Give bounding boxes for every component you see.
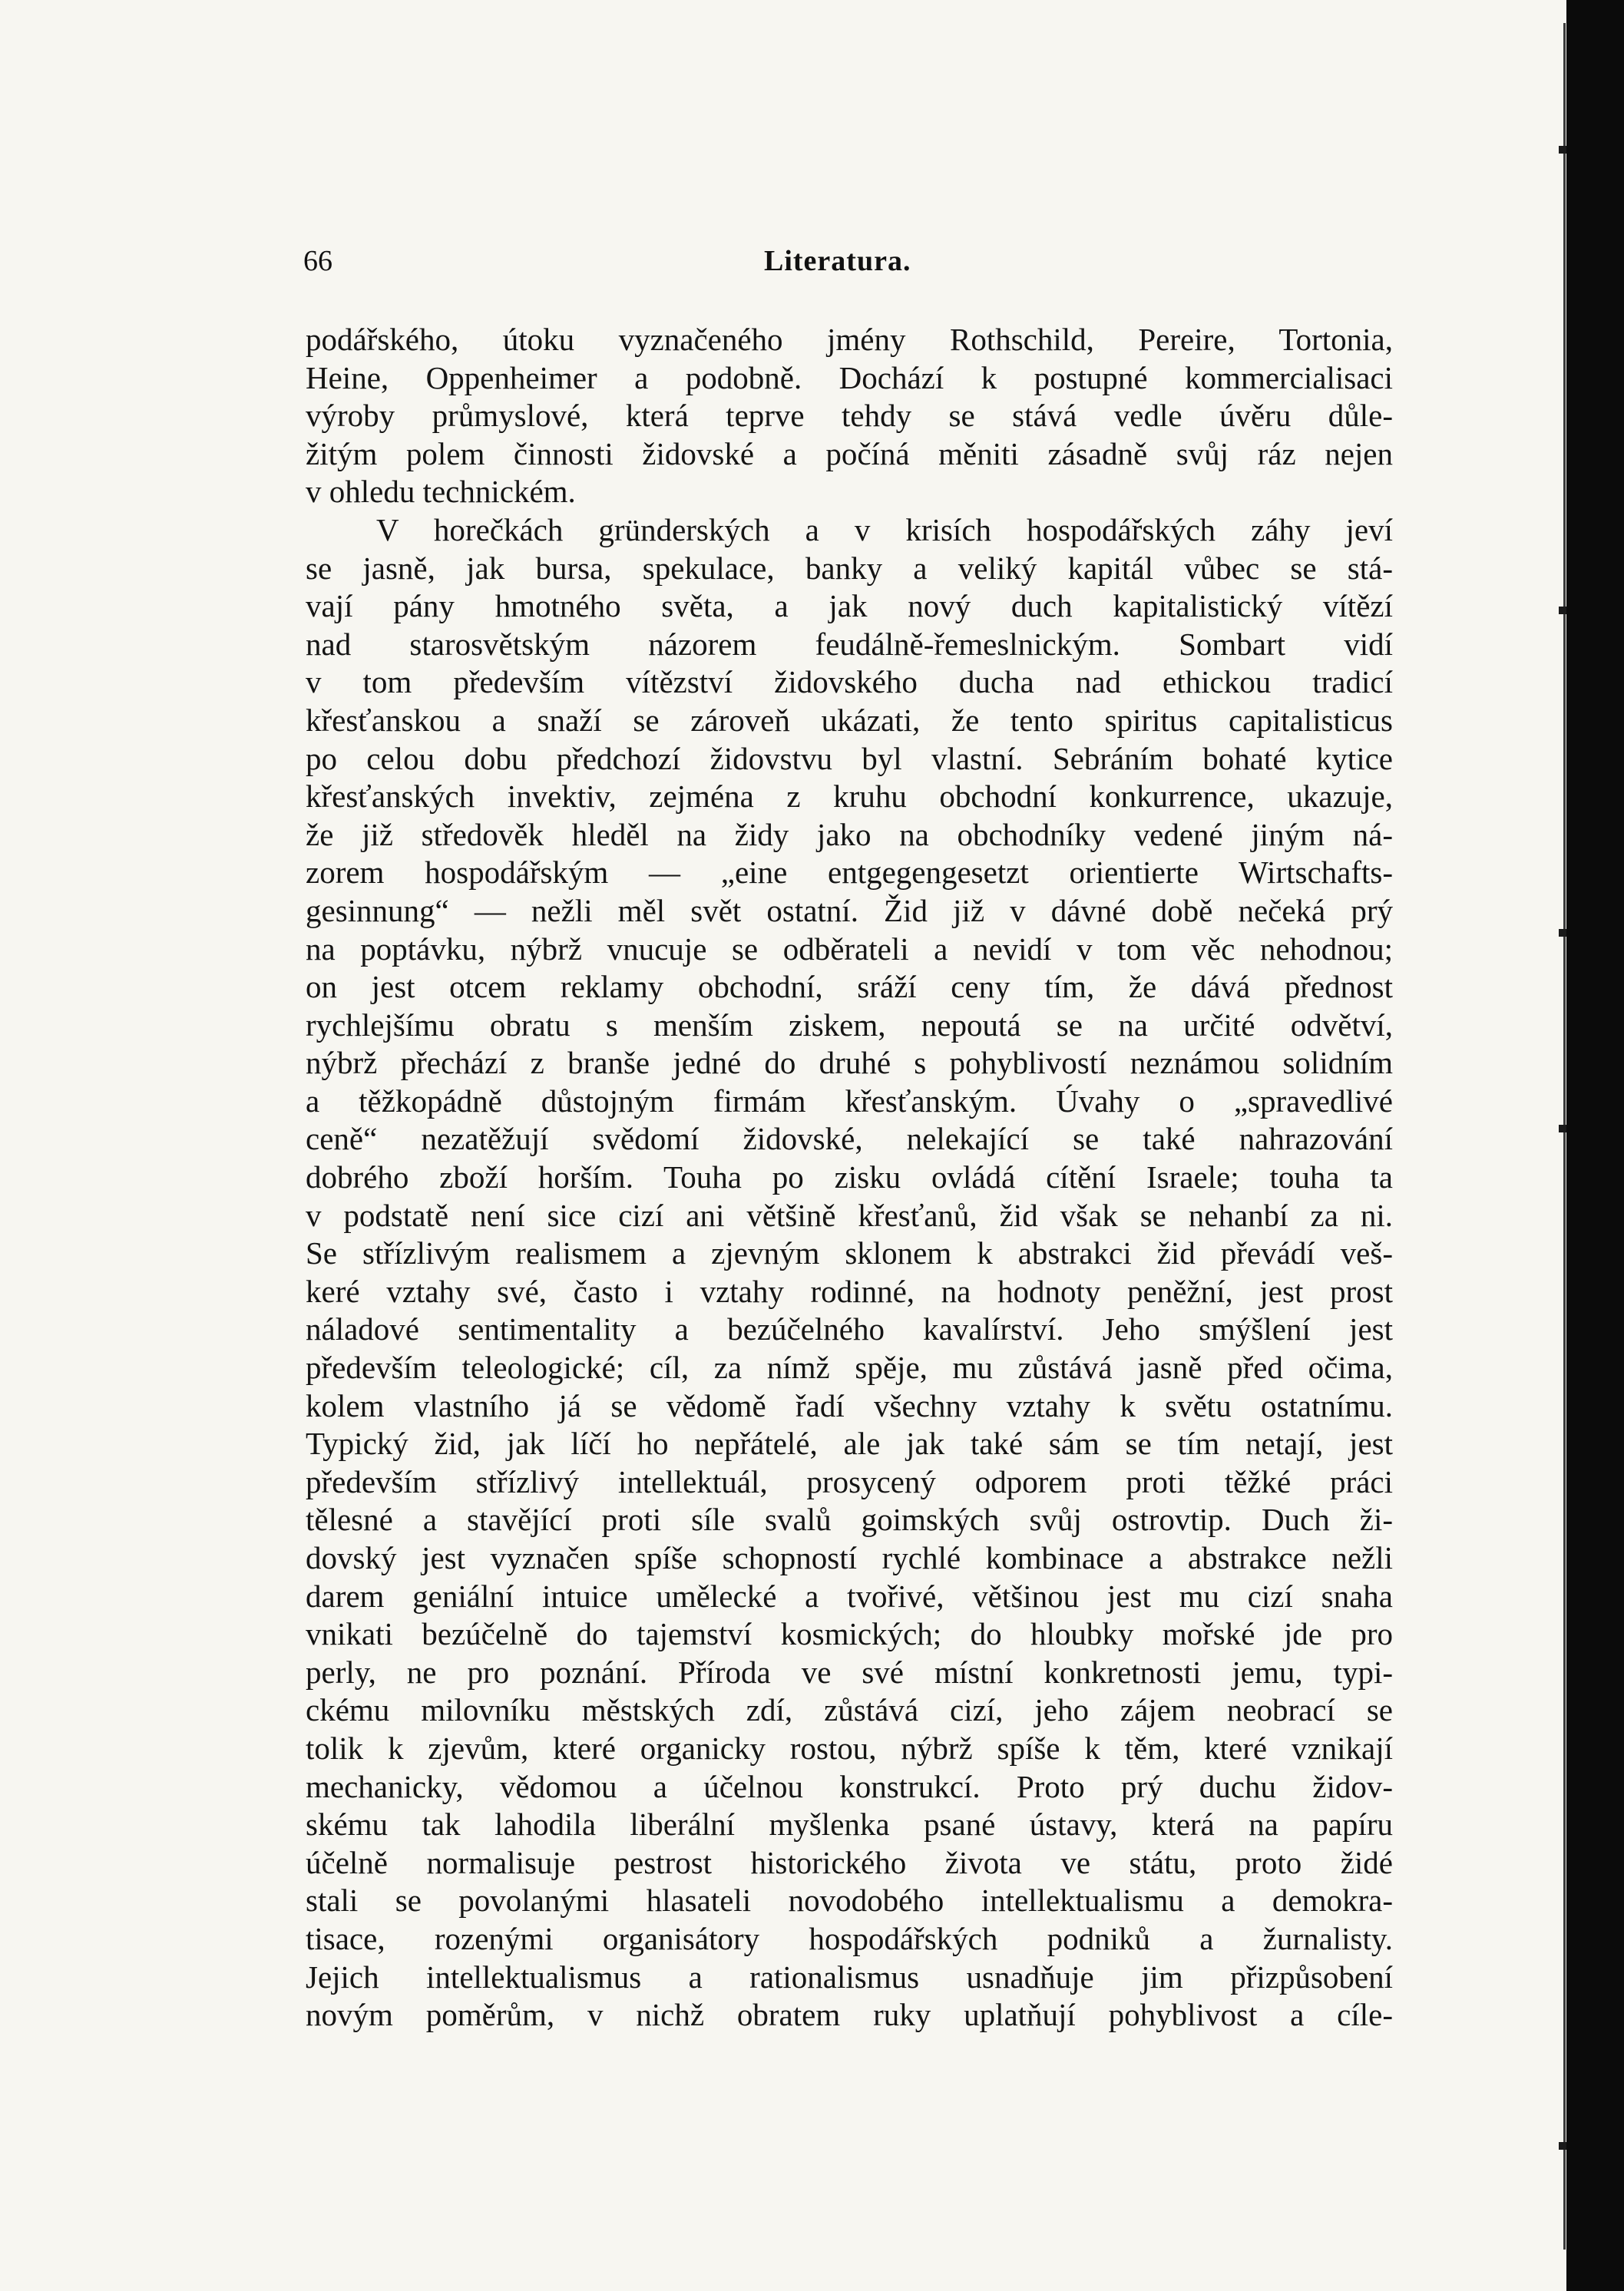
text-line: rychlejšímu obratu s menším ziskem, nepoutá se na určité odvětví, [306, 1007, 1393, 1043]
text-line: křesťanskou a snaží se zároveň ukázati, že tento spiritus capitalisticus [306, 702, 1393, 738]
page-edge-line [1563, 23, 1566, 2250]
text-line: náladové sentimentality a bezúčelného kavalírství. Jeho smýšlení jest [306, 1311, 1393, 1347]
page-header [303, 244, 1394, 290]
text-line: ceně“ nezatěžují svědomí židovské, nelekající se také nahrazování [306, 1121, 1393, 1157]
text-line: mechanicky, vědomou a účelnou konstrukcí. Proto prý duchu židov- [306, 1768, 1393, 1804]
text-line: perly, ne pro poznání. Příroda ve své místní konkretnosti jemu, typi- [306, 1654, 1393, 1690]
text-line: v ohledu technickém. [306, 474, 576, 510]
text-line: Jejich intellektualismus a rationalismus usnadňuje jim přizpůsobení [306, 1959, 1393, 1995]
running-head: Literatura. [764, 245, 911, 277]
text-line: vají pány hmotného světa, a jak nový duch kapitalistický vítězí [306, 588, 1393, 624]
text-line: a těžkopádně důstojným firmám křesťanským. Úvahy o „spravedlivé [306, 1083, 1393, 1119]
body-text [306, 321, 1393, 2035]
text-line: tělesné a stavějící proti síle svalů goimských svůj ostrovtip. Duch ži- [306, 1502, 1393, 1538]
text-line: se jasně, jak bursa, spekulace, banky a veliký kapitál vůbec se stá- [306, 550, 1393, 586]
text-line: tolik k zjevům, které organicky rostou, nýbrž spíše k těm, které vznikají [306, 1730, 1393, 1766]
text-line: gesinnung“ — nežli měl svět ostatní. Žid již v dávné době nečeká prý [306, 892, 1393, 928]
text-line: dovský jest vyznačen spíše schopností rychlé kombinace a abstrakce nežli [306, 1540, 1393, 1575]
text-line: podářského, útoku vyznačeného jmény Rothschild, Pereire, Tortonia, [306, 322, 1393, 357]
text-line: výroby průmyslové, která teprve tehdy se stává vedle úvěru důle- [306, 398, 1393, 434]
text-line: křesťanských invektiv, zejména z kruhu obchodní konkurrence, ukazuje, [306, 779, 1393, 815]
text-line: po celou dobu předchozí židovstvu byl vlastní. Sebráním bohaté kytice [306, 740, 1393, 776]
text-line: Se střízlivým realismem a zjevným sklonem k abstrakci žid převádí veš- [306, 1235, 1393, 1271]
text-line: žitým polem činnosti židovské a počíná měniti zásadně svůj ráz nejen [306, 435, 1393, 471]
scan-border [1566, 0, 1624, 2291]
text-line: ckému milovníku městských zdí, zůstává cizí, jeho zájem neobrací se [306, 1692, 1393, 1728]
text-line: nad starosvětským názorem feudálně-řemeslnickým. Sombart vidí [306, 626, 1393, 662]
text-line: Heine, Oppenheimer a podobně. Dochází k postupné kommercialisaci [306, 359, 1393, 395]
text-line: v podstatě není sice cizí ani většině křesťanů, žid však se nehanbí za ni. [306, 1197, 1393, 1233]
text-line: nýbrž přechází z branše jedné do druhé s pohyblivostí neznámou solidním [306, 1045, 1393, 1081]
page-number: 66 [303, 245, 332, 277]
text-line: zorem hospodářským — „eine entgegengesetzt orientierte Wirtschafts- [306, 855, 1393, 891]
text-line: účelně normalisuje pestrost historického života ve státu, proto židé [306, 1844, 1393, 1880]
text-line: on jest otcem reklamy obchodní, sráží ceny tím, že dává přednost [306, 969, 1393, 1005]
text-line: stali se povolanými hlasateli novodobého intellektualismu a demokra- [306, 1883, 1393, 1919]
text-line: kolem vlastního já se vědomě řadí všechny vztahy k světu ostatnímu. [306, 1387, 1393, 1423]
text-line: vnikati bezúčelně do tajemství kosmických; do hloubky mořské jde pro [306, 1616, 1393, 1652]
text-line: Typický žid, jak líčí ho nepřátelé, ale jak také sám se tím netají, jest [306, 1426, 1393, 1462]
text-line: především střízlivý intellektuál, prosycený odporem proti těžké práci [306, 1463, 1393, 1499]
text-line: v tom především vítězství židovského ducha nad ethickou tradicí [306, 664, 1393, 700]
text-line: na poptávku, nýbrž vnucuje se odběrateli a nevidí v tom věc nehodnou; [306, 931, 1393, 967]
text-line: darem geniální intuice umělecké a tvořivé, většinou jest mu cizí snaha [306, 1578, 1393, 1614]
text-line: dobrého zboží horším. Touha po zisku ovládá cítění Israele; touha ta [306, 1159, 1393, 1195]
text-line: keré vztahy své, často i vztahy rodinné, na hodnoty peněžní, jest prost [306, 1273, 1393, 1309]
text-line: V horečkách gründerských a v krisích hospodářských záhy jeví [376, 511, 1393, 547]
text-line: skému tak lahodila liberální myšlenka psané ústavy, která na papíru [306, 1807, 1393, 1843]
text-line: především teleologické; cíl, za nímž spěje, mu zůstává jasně před očima, [306, 1350, 1393, 1386]
text-line: tisace, rozenými organisátory hospodářských podniků a žurnalisty. [306, 1920, 1393, 1956]
text-line: novým poměrům, v nichž obratem ruky uplatňují pohyblivost a cíle- [306, 1997, 1393, 2033]
text-line: že již středověk hleděl na židy jako na obchodníky vedené jiným ná- [306, 816, 1393, 852]
